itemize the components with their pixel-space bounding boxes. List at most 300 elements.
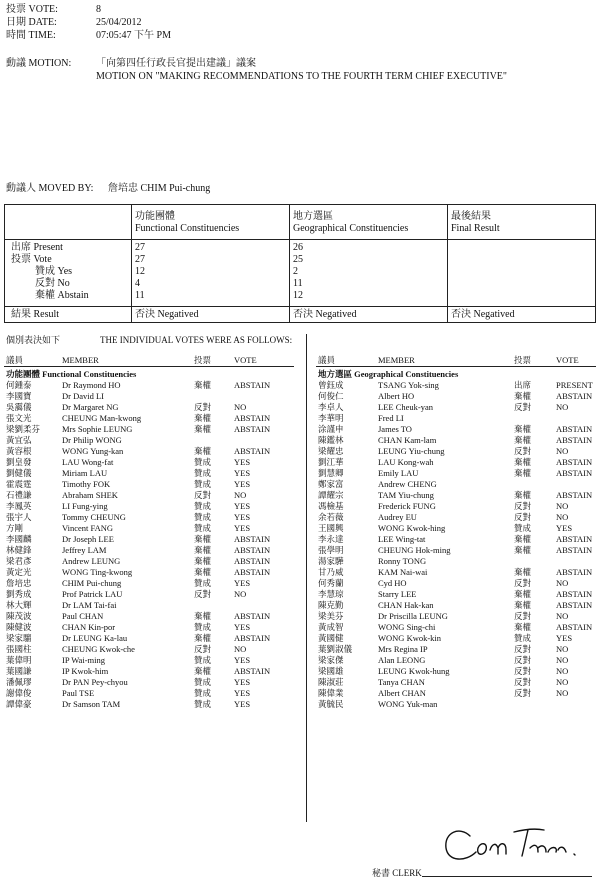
moved-by-label: 動議人 MOVED BY: <box>6 183 94 194</box>
vote-cn: 贊成 <box>194 457 212 467</box>
vote-en: YES <box>234 512 251 522</box>
member-cn: 梁家傑 <box>318 655 344 665</box>
table-row <box>306 578 600 589</box>
member-cn: 李國麟 <box>6 534 32 544</box>
member-cn: 李鳳英 <box>6 501 32 511</box>
vote-cn: 反對 <box>194 589 212 599</box>
table-row <box>306 468 600 479</box>
table-row <box>306 567 600 578</box>
vote-en: ABSTAIN <box>556 589 593 599</box>
vote-number: 8 <box>96 4 101 15</box>
vote-cn: 棄權 <box>514 622 532 632</box>
vote-en: NO <box>234 402 247 412</box>
member-en: LEE Wing-tat <box>378 534 426 544</box>
member-cn: 譚偉豪 <box>6 699 32 709</box>
member-en: Dr Margaret NG <box>62 402 119 412</box>
member-en: CHIM Pui-chung <box>62 578 122 588</box>
member-en: CHEUNG Hok-ming <box>378 545 451 555</box>
vote-en: ABSTAIN <box>234 567 271 577</box>
vote-cn: 贊成 <box>514 523 532 533</box>
member-en: Dr David LI <box>62 391 105 401</box>
member-en: Albert HO <box>378 391 415 401</box>
vote-en: ABSTAIN <box>556 567 593 577</box>
vote-cn: 反對 <box>194 490 212 500</box>
member-cn: 陳克勤 <box>318 600 344 610</box>
member-en: KAM Nai-wai <box>378 567 428 577</box>
member-cn: 黃定光 <box>6 567 32 577</box>
member-en: LAU Kong-wah <box>378 457 434 467</box>
member-en: IP Kwok-him <box>62 666 109 676</box>
vote-en: YES <box>234 468 251 478</box>
row-abstain-label: 棄權 Abstain <box>35 290 89 301</box>
gc-col-vote-cn: 投票 <box>514 355 532 365</box>
row-abstain-fc: 11 <box>135 290 145 301</box>
member-cn: 陳淑莊 <box>318 677 344 687</box>
member-cn: 劉皇發 <box>6 457 32 467</box>
member-cn: 葉劉淑儀 <box>318 644 353 654</box>
row-yes-gc: 2 <box>293 266 298 277</box>
member-cn: 陳健波 <box>6 622 32 632</box>
gc-header-rule <box>316 366 596 367</box>
member-cn: 方剛 <box>6 523 24 533</box>
vote-en: ABSTAIN <box>556 545 593 555</box>
member-cn: 鄭家富 <box>318 479 344 489</box>
member-en: Prof Patrick LAU <box>62 589 123 599</box>
vote-cn: 贊成 <box>194 578 212 588</box>
vote-cn: 棄權 <box>514 468 532 478</box>
vote-cn: 棄權 <box>194 545 212 555</box>
member-cn: 李慧琼 <box>318 589 344 599</box>
row-no-gc: 11 <box>293 278 303 289</box>
motion-title-cn: 「向第四任行政長官提出建議」議案 <box>96 58 256 69</box>
row-vote-fc: 27 <box>135 254 145 265</box>
vote-en: ABSTAIN <box>234 380 271 390</box>
member-en: TSANG Yok-sing <box>378 380 439 390</box>
member-cn: 張國柱 <box>6 644 32 654</box>
time-label: 時間 TIME: <box>6 30 56 41</box>
member-en: CHAN Kam-lam <box>378 435 437 445</box>
vote-en: NO <box>556 611 569 621</box>
vote-en: ABSTAIN <box>556 457 593 467</box>
time-value: 07:05:47 下午 PM <box>96 30 172 41</box>
table-row <box>0 600 306 611</box>
table-row <box>0 622 306 633</box>
gc-col-vote-en: VOTE <box>556 355 579 365</box>
vote-en: NO <box>556 501 569 511</box>
vote-cn: 反對 <box>514 688 532 698</box>
member-cn: 李國寶 <box>6 391 32 401</box>
member-cn: 梁劉柔芬 <box>6 424 41 434</box>
member-cn: 張宇人 <box>6 512 32 522</box>
member-cn: 謝偉俊 <box>6 688 32 698</box>
member-cn: 譚耀宗 <box>318 490 344 500</box>
table-row <box>306 556 600 567</box>
vote-cn: 棄權 <box>514 391 532 401</box>
table-row <box>0 567 306 578</box>
member-en: Dr Priscilla LEUNG <box>378 611 448 621</box>
member-cn: 王國興 <box>318 523 344 533</box>
vote-label: 投票 VOTE: <box>6 4 58 15</box>
table-row <box>306 413 600 424</box>
table-row <box>306 446 600 457</box>
table-row <box>306 666 600 677</box>
member-en: Tanya CHAN <box>378 677 425 687</box>
table-row <box>0 391 306 402</box>
member-cn: 李華明 <box>318 413 344 423</box>
vote-en: ABSTAIN <box>556 490 593 500</box>
member-en: Frederick FUNG <box>378 501 436 511</box>
table-row <box>306 589 600 600</box>
vote-cn: 棄權 <box>514 567 532 577</box>
vote-cn: 棄權 <box>194 611 212 621</box>
vote-en: YES <box>556 633 573 643</box>
vote-cn: 贊成 <box>514 633 532 643</box>
table-row <box>0 446 306 457</box>
table-row <box>0 380 306 391</box>
member-cn: 涂謹申 <box>318 424 344 434</box>
individual-label-en: THE INDIVIDUAL VOTES WERE AS FOLLOWS: <box>100 335 293 345</box>
vote-cn: 反對 <box>514 446 532 456</box>
table-row <box>0 534 306 545</box>
table-row <box>306 534 600 545</box>
vote-en: NO <box>234 644 247 654</box>
vote-en: ABSTAIN <box>556 391 593 401</box>
table-row <box>306 699 600 710</box>
table-row <box>306 600 600 611</box>
vote-cn: 反對 <box>194 644 212 654</box>
vote-cn: 贊成 <box>194 479 212 489</box>
vote-en: YES <box>234 479 251 489</box>
vote-en: NO <box>556 578 569 588</box>
member-en: Miriam LAU <box>62 468 108 478</box>
member-cn: 張文光 <box>6 413 32 423</box>
table-row <box>0 589 306 600</box>
member-en: Dr Raymond HO <box>62 380 121 390</box>
member-en: Emily LAU <box>378 468 419 478</box>
vote-cn: 棄權 <box>514 534 532 544</box>
table-row <box>0 644 306 655</box>
member-cn: 李永達 <box>318 534 344 544</box>
member-cn: 石禮謙 <box>6 490 32 500</box>
row-vote-gc: 25 <box>293 254 303 265</box>
col-gc-cn: 地方選區 <box>293 211 333 222</box>
table-row <box>0 457 306 468</box>
member-en: Dr PAN Pey-chyou <box>62 677 128 687</box>
date-label: 日期 DATE: <box>6 17 57 28</box>
table-row <box>306 677 600 688</box>
member-cn: 陳茂波 <box>6 611 32 621</box>
row-present-label: 出席 Present <box>11 242 63 253</box>
member-cn: 張學明 <box>318 545 344 555</box>
vote-cn: 棄權 <box>194 446 212 456</box>
clerk-signature <box>430 818 580 868</box>
vote-cn: 贊成 <box>194 468 212 478</box>
table-row <box>0 556 306 567</box>
table-row <box>0 699 306 710</box>
row-result-label: 結果 Result <box>11 309 60 320</box>
member-cn: 梁耀忠 <box>318 446 344 456</box>
member-cn: 劉秀成 <box>6 589 32 599</box>
fc-col-member-cn: 議員 <box>6 355 24 365</box>
member-en: LEUNG Kwok-hung <box>378 666 450 676</box>
member-cn: 李卓人 <box>318 402 344 412</box>
fc-col-vote-cn: 投票 <box>194 355 212 365</box>
vote-cn: 反對 <box>514 611 532 621</box>
member-cn: 何俊仁 <box>318 391 344 401</box>
vote-en: YES <box>234 699 251 709</box>
member-en: Albert CHAN <box>378 688 426 698</box>
vote-cn: 反對 <box>514 402 532 412</box>
vote-en: ABSTAIN <box>234 446 271 456</box>
vote-en: ABSTAIN <box>556 468 593 478</box>
table-row <box>0 490 306 501</box>
fc-col-member-en: MEMBER <box>62 355 99 365</box>
row-result-fc: 否決 Negatived <box>135 309 199 320</box>
gc-section-title: 地方選區 Geographical Constituencies <box>318 369 459 379</box>
row-yes-label: 贊成 Yes <box>35 266 73 277</box>
vote-cn: 贊成 <box>194 501 212 511</box>
member-en: Vincent FANG <box>62 523 114 533</box>
col-gc-en: Geographical Constituencies <box>293 223 409 234</box>
member-cn: 何鍾泰 <box>6 380 32 390</box>
member-en: Alan LEONG <box>378 655 426 665</box>
table-row <box>0 633 306 644</box>
member-cn: 梁國雄 <box>318 666 344 676</box>
table-row <box>0 611 306 622</box>
col-fc-cn: 功能團體 <box>135 211 175 222</box>
table-row <box>0 666 306 677</box>
member-en: LAU Wong-fat <box>62 457 114 467</box>
gc-col-member-en: MEMBER <box>378 355 415 365</box>
member-cn: 甘乃威 <box>318 567 344 577</box>
row-vote-label: 投票 Vote <box>11 254 52 265</box>
member-en: WONG Ting-kwong <box>62 567 133 577</box>
vote-cn: 棄權 <box>514 435 532 445</box>
vote-cn: 反對 <box>194 402 212 412</box>
table-row <box>0 545 306 556</box>
table-row <box>306 622 600 633</box>
table-row <box>0 501 306 512</box>
table-row <box>306 688 600 699</box>
member-cn: 詹培忠 <box>6 578 32 588</box>
member-cn: 林大輝 <box>6 600 32 610</box>
table-row <box>0 523 306 534</box>
table-row <box>0 677 306 688</box>
table-row <box>0 688 306 699</box>
vote-en: ABSTAIN <box>234 413 271 423</box>
vote-en: NO <box>556 512 569 522</box>
member-cn: 黃宜弘 <box>6 435 32 445</box>
member-en: Andrew CHENG <box>378 479 437 489</box>
table-row <box>306 512 600 523</box>
table-row <box>0 402 306 413</box>
row-result-final: 否決 Negatived <box>451 309 515 320</box>
row-yes-fc: 12 <box>135 266 145 277</box>
member-en: Mrs Regina IP <box>378 644 428 654</box>
member-cn: 馮檢基 <box>318 501 344 511</box>
member-en: Andrew LEUNG <box>62 556 121 566</box>
vote-cn: 棄權 <box>194 424 212 434</box>
member-en: CHEUNG Man-kwong <box>62 413 142 423</box>
vote-cn: 反對 <box>514 655 532 665</box>
vote-en: ABSTAIN <box>234 666 271 676</box>
member-cn: 潘佩璆 <box>6 677 32 687</box>
clerk-signature-line <box>422 876 592 877</box>
member-en: WONG Kwok-hing <box>378 523 446 533</box>
member-en: Paul CHAN <box>62 611 104 621</box>
table-row <box>306 402 600 413</box>
member-en: CHAN Hak-kan <box>378 600 434 610</box>
col-fc-en: Functional Constituencies <box>135 223 240 234</box>
vote-cn: 棄權 <box>194 534 212 544</box>
vote-cn: 反對 <box>514 644 532 654</box>
fc-col-vote-en: VOTE <box>234 355 257 365</box>
vote-en: NO <box>556 655 569 665</box>
member-cn: 吳靄儀 <box>6 402 32 412</box>
table-row <box>306 523 600 534</box>
vote-en: NO <box>556 446 569 456</box>
member-en: LEE Cheuk-yan <box>378 402 433 412</box>
member-cn: 黃毓民 <box>318 699 344 709</box>
member-cn: 余若薇 <box>318 512 344 522</box>
row-present-fc: 27 <box>135 242 145 253</box>
member-en: IP Wai-ming <box>62 655 105 665</box>
vote-en: ABSTAIN <box>234 424 271 434</box>
vote-cn: 贊成 <box>194 699 212 709</box>
table-row <box>0 435 306 446</box>
member-cn: 黃國健 <box>318 633 344 643</box>
table-row <box>306 424 600 435</box>
member-cn: 黃容根 <box>6 446 32 456</box>
row-abstain-gc: 12 <box>293 290 303 301</box>
table-row <box>0 479 306 490</box>
member-cn: 劉江華 <box>318 457 344 467</box>
vote-en: NO <box>556 402 569 412</box>
vote-en: PRESENT <box>556 380 593 390</box>
vote-en: YES <box>234 578 251 588</box>
member-cn: 葉國謙 <box>6 666 32 676</box>
vote-cn: 棄權 <box>514 424 532 434</box>
member-cn: 梁君彥 <box>6 556 32 566</box>
motion-label: 動議 MOTION: <box>6 58 72 69</box>
row-no-fc: 4 <box>135 278 140 289</box>
individual-label-cn: 個別表決如下 <box>6 335 61 345</box>
vote-cn: 反對 <box>514 578 532 588</box>
table-row <box>0 424 306 435</box>
member-en: Cyd HO <box>378 578 407 588</box>
vote-en: ABSTAIN <box>556 435 593 445</box>
vote-number-row <box>6 4 58 16</box>
vote-en: YES <box>234 688 251 698</box>
col-final-cn: 最後結果 <box>451 211 491 222</box>
member-en: Audrey EU <box>378 512 417 522</box>
row-no-label: 反對 No <box>35 278 70 289</box>
member-en: Dr Joseph LEE <box>62 534 114 544</box>
member-cn: 劉慧卿 <box>318 468 344 478</box>
vote-cn: 反對 <box>514 501 532 511</box>
member-en: Starry LEE <box>378 589 417 599</box>
moved-by-name: 詹培忠 CHIM Pui-chung <box>108 183 211 194</box>
fc-section-title: 功能團體 Functional Constituencies <box>6 369 137 379</box>
table-row <box>306 391 600 402</box>
clerk-label: 秘書 CLERK <box>372 868 422 878</box>
member-en: CHAN Kin-por <box>62 622 116 632</box>
vote-cn: 棄權 <box>194 380 212 390</box>
table-row <box>306 380 600 391</box>
member-en: Jeffrey LAM <box>62 545 107 555</box>
vote-en: NO <box>556 677 569 687</box>
table-row <box>306 490 600 501</box>
vote-cn: 贊成 <box>194 622 212 632</box>
member-en: CHEUNG Kwok-che <box>62 644 135 654</box>
vote-en: ABSTAIN <box>556 424 593 434</box>
row-result-gc: 否決 Negatived <box>293 309 357 320</box>
vote-en: ABSTAIN <box>234 545 271 555</box>
vote-en: NO <box>556 644 569 654</box>
member-en: Paul TSE <box>62 688 95 698</box>
gc-col-member-cn: 議員 <box>318 355 336 365</box>
table-row <box>306 644 600 655</box>
vote-en: ABSTAIN <box>234 534 271 544</box>
vote-cn: 棄權 <box>194 666 212 676</box>
vote-cn: 棄權 <box>194 413 212 423</box>
member-en: LEUNG Yiu-chung <box>378 446 445 456</box>
vote-cn: 反對 <box>514 512 532 522</box>
vote-en: NO <box>556 666 569 676</box>
table-row <box>306 501 600 512</box>
vote-en: ABSTAIN <box>234 633 271 643</box>
vote-cn: 棄權 <box>514 490 532 500</box>
summary-table <box>4 204 596 323</box>
vote-cn: 棄權 <box>194 567 212 577</box>
member-en: WONG Kwok-kin <box>378 633 442 643</box>
vote-en: YES <box>234 677 251 687</box>
date-value: 25/04/2012 <box>96 17 142 28</box>
vote-en: ABSTAIN <box>556 622 593 632</box>
member-en: Dr Samson TAM <box>62 699 121 709</box>
table-row <box>306 655 600 666</box>
member-cn: 曾鈺成 <box>318 380 344 390</box>
member-en: Timothy FOK <box>62 479 111 489</box>
member-cn: 陳偉業 <box>318 688 344 698</box>
member-en: Abraham SHEK <box>62 490 118 500</box>
vote-cn: 贊成 <box>194 655 212 665</box>
row-present-gc: 26 <box>293 242 303 253</box>
col-final-en: Final Result <box>451 223 500 234</box>
vote-cn: 反對 <box>514 666 532 676</box>
vote-cn: 贊成 <box>194 523 212 533</box>
member-en: Fred LI <box>378 413 404 423</box>
gc-member-list <box>306 380 600 720</box>
member-en: Dr LEUNG Ka-lau <box>62 633 128 643</box>
member-en: Dr LAM Tai-fai <box>62 600 117 610</box>
vote-cn: 出席 <box>514 380 532 390</box>
vote-en: YES <box>234 457 251 467</box>
member-en: WONG Yuk-man <box>378 699 438 709</box>
table-row <box>0 468 306 479</box>
table-row <box>306 611 600 622</box>
vote-cn: 棄權 <box>194 633 212 643</box>
member-en: James TO <box>378 424 412 434</box>
vote-cn: 贊成 <box>194 677 212 687</box>
vote-en: ABSTAIN <box>556 534 593 544</box>
member-en: Mrs Sophie LEUNG <box>62 424 133 434</box>
table-row <box>306 435 600 446</box>
table-row <box>306 457 600 468</box>
member-en: Ronny TONG <box>378 556 427 566</box>
vote-en: YES <box>234 622 251 632</box>
table-row <box>0 512 306 523</box>
